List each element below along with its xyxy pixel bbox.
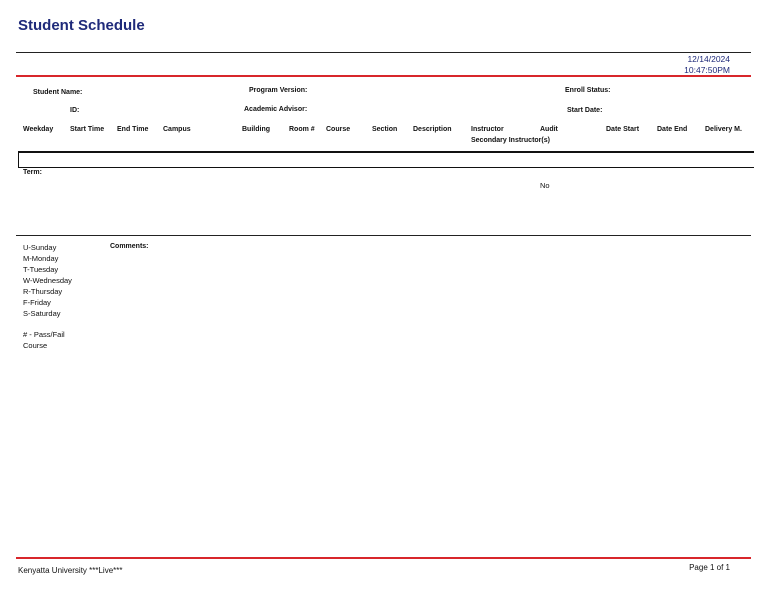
comments-label: Comments: (110, 243, 149, 250)
legend-item: S-Saturday (23, 309, 61, 318)
schedule-row-box (18, 151, 754, 168)
pass-fail-note (23, 329, 65, 351)
legend-item: U-Sunday (23, 243, 57, 252)
col-audit: Audit (540, 126, 558, 133)
legend-item: T-Tuesday (23, 265, 59, 274)
academic-advisor-label: Academic Advisor: (244, 106, 308, 113)
col-end-time: End Time (117, 126, 149, 133)
col-section: Section (372, 126, 398, 133)
report-timestamp (684, 54, 730, 76)
report-time: 10:47:50PM (684, 65, 730, 75)
col-date-end: Date End (657, 126, 688, 133)
col-building: Building (242, 126, 270, 133)
enroll-status-label: Enroll Status: (565, 87, 611, 94)
weekday-legend (23, 242, 72, 319)
report-date: 12/14/2024 (687, 54, 730, 64)
col-campus: Campus (163, 126, 191, 133)
col-secondary-instructor: Secondary Instructor(s) (471, 137, 550, 144)
footer-institution: Kenyatta University ***Live*** (18, 566, 123, 575)
col-start-time: Start Time (70, 126, 105, 133)
term-label: Term: (23, 169, 42, 176)
legend-item: W-Wednesday (23, 276, 72, 285)
id-label: ID: (70, 107, 80, 114)
header-divider (16, 52, 751, 53)
col-instructor: Instructor (471, 126, 504, 133)
legend-divider (16, 235, 751, 236)
col-room: Room # (289, 126, 315, 133)
header-red-rule (16, 75, 751, 77)
col-delivery: Delivery M. (705, 126, 742, 133)
col-course: Course (326, 126, 351, 133)
col-weekday: Weekday (23, 126, 54, 133)
program-version-label: Program Version: (249, 87, 308, 94)
legend-item: R-Thursday (23, 287, 63, 296)
col-date-start: Date Start (606, 126, 640, 133)
legend-item: M-Monday (23, 254, 59, 263)
pass-fail-note-line2: Course (23, 341, 48, 350)
footer-page-number: Page 1 of 1 (689, 563, 730, 572)
pass-fail-note-line1: # - Pass/Fail (23, 330, 65, 339)
col-description: Description (413, 126, 452, 133)
page-title: Student Schedule (18, 17, 145, 34)
audit-value: No (540, 181, 550, 190)
student-name-label: Student Name: (33, 89, 83, 96)
footer-red-rule (16, 557, 751, 559)
start-date-label: Start Date: (567, 107, 603, 114)
legend-item: F-Friday (23, 298, 51, 307)
